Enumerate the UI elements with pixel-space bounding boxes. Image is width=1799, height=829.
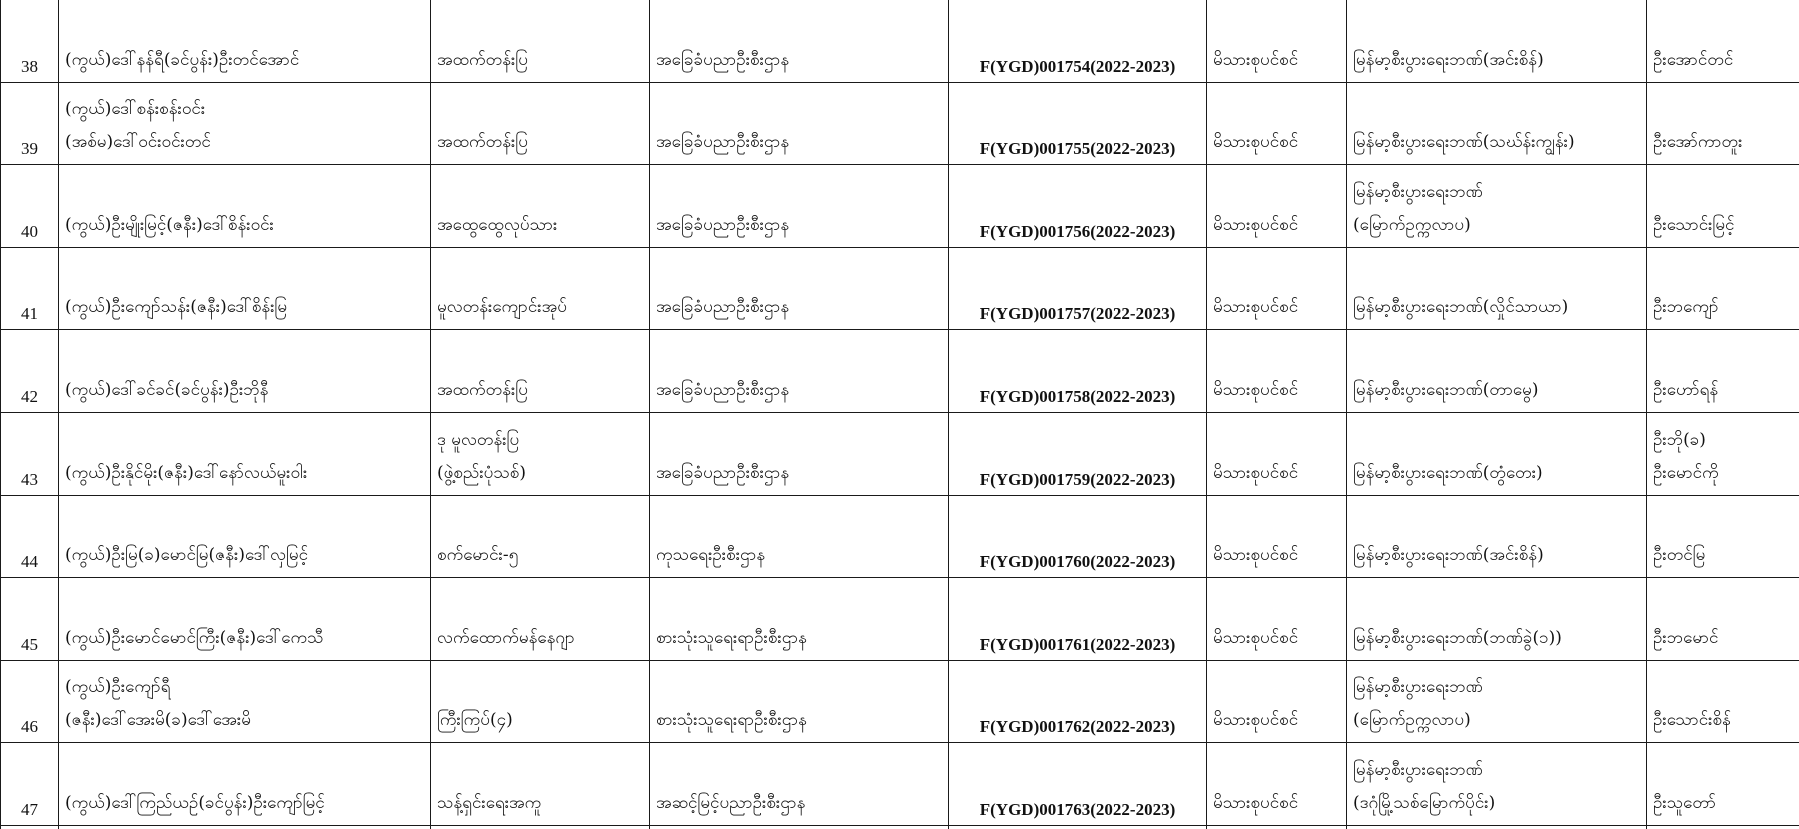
department-cell (650, 578, 949, 661)
recipient-text: ဦးအောင်တင် (1653, 49, 1734, 70)
department-cell (650, 247, 949, 330)
row-number-cell: 39 (1, 82, 59, 165)
bank-branch-text: မြန်မာ့စီးပွားရေးဘဏ်(သဃ်န်းကျွန်း) (1353, 132, 1575, 153)
pension-type-text: မိသားစုပင်စင် (1213, 49, 1299, 70)
pension-type-text: မိသားစုပင်စင် (1213, 792, 1299, 813)
department-text: စားသုံးသူရေးရာဦးစီးဌာန (656, 627, 807, 648)
row-number-cell: 44 (1, 495, 59, 578)
pension-type-cell (1207, 330, 1347, 413)
department-text: အဆင့်မြင့်ပညာဦးစီးဌာန (656, 792, 806, 813)
recipient-cell (1647, 82, 1799, 165)
row-number-cell: 46 (1, 660, 59, 743)
empty-cell (431, 825, 650, 829)
name-text: (ကွယ်)ဦးမောင်မောင်ကြီး(ဇနီး)ဒေါ်ကေသီ (65, 627, 324, 648)
name-text: (ကွယ်)ဒေါ်ခင်ခင်(ခင်ပွန်း)ဦးဘိုနီ (65, 379, 269, 400)
pension-type-text: မိသားစုပင်စင် (1213, 710, 1299, 731)
row-number-cell: 40 (1, 165, 59, 248)
table-row (1, 247, 1799, 330)
pension-type-cell (1207, 412, 1347, 495)
position-cell (431, 0, 650, 82)
name-cell (59, 578, 431, 661)
bank-branch-cell (1347, 330, 1647, 413)
pension-code-cell: F(YGD)001757(2022-2023) (949, 247, 1207, 330)
department-text: အခြေခံပညာဦးစီးဌာန (656, 462, 790, 483)
bank-branch-text: မြန်မာ့စီးပွားရေးဘဏ်(အင်းစိန်) (1353, 49, 1544, 70)
name-text: (ကွယ်)ဦးနိုင်မိုး(ဇနီး)ဒေါ်နော်လယ်မူးဝါး (65, 462, 308, 483)
department-cell (650, 82, 949, 165)
bank-branch-cell (1347, 495, 1647, 578)
table-row (1, 578, 1799, 661)
pension-code-cell: F(YGD)001754(2022-2023) (949, 0, 1207, 82)
bank-branch-text: မြန်မာ့စီးပွားရေးဘဏ်(အင်းစိန်) (1353, 545, 1544, 566)
department-text: အခြေခံပညာဦးစီးဌာန (656, 297, 790, 318)
row-number-cell: 43 (1, 412, 59, 495)
pension-type-cell (1207, 660, 1347, 743)
empty-cell (949, 825, 1207, 829)
department-cell (650, 165, 949, 248)
pension-type-text: မိသားစုပင်စင် (1213, 627, 1299, 648)
pension-type-text: မိသားစုပင်စင် (1213, 132, 1299, 153)
bank-branch-text: မြန်မာ့စီးပွားရေးဘဏ် (1353, 181, 1483, 202)
name-text: (ကွယ်)ဦးမျိုးမြင့်(ဇနီး)ဒေါ်စိန်းဝင်း (65, 214, 274, 235)
pension-type-text: မိသားစုပင်စင် (1213, 379, 1299, 400)
position-cell (431, 412, 650, 495)
recipient-text: ဦးဘို(ခ) (1653, 429, 1706, 450)
recipient-text: ဦးသောင်းစိန် (1653, 710, 1731, 731)
pension-code-cell: F(YGD)001763(2022-2023) (949, 743, 1207, 826)
recipient-cell (1647, 743, 1799, 826)
position-cell (431, 82, 650, 165)
position-text: အထက်တန်းပြ (437, 379, 528, 400)
row-number-cell: 38 (1, 0, 59, 82)
table-row (1, 165, 1799, 248)
empty-cell (650, 825, 949, 829)
position-cell (431, 743, 650, 826)
position-cell (431, 165, 650, 248)
name-cell (59, 82, 431, 165)
recipient-text: ဦးဟော်ရန် (1653, 379, 1719, 400)
table-row (1, 412, 1799, 495)
department-cell (650, 330, 949, 413)
pension-code-cell: F(YGD)001759(2022-2023) (949, 412, 1207, 495)
table-row (1, 743, 1799, 826)
pension-type-cell (1207, 247, 1347, 330)
row-number-cell: 42 (1, 330, 59, 413)
recipient-cell (1647, 330, 1799, 413)
position-text: အထက်တန်းပြ (437, 49, 528, 70)
empty-cell (1347, 825, 1647, 829)
bank-branch-cell (1347, 412, 1647, 495)
empty-cell (1, 825, 59, 829)
pension-type-text: မိသားစုပင်စင် (1213, 545, 1299, 566)
position-text: အထက်တန်းပြ (437, 132, 528, 153)
name-cell (59, 412, 431, 495)
recipient-text: ဦးဘကျော် (1653, 297, 1719, 318)
name-text: (အစ်မ)ဒေါ်ဝင်းဝင်းတင် (65, 132, 211, 153)
position-text: စက်မောင်း-၅ (437, 545, 519, 566)
department-cell (650, 495, 949, 578)
pension-code-cell: F(YGD)001758(2022-2023) (949, 330, 1207, 413)
name-text: (ကွယ်)ဒေါ်စန်းစန်းဝင်း (65, 99, 206, 120)
department-text: အခြေခံပညာဦးစီးဌာန (656, 132, 790, 153)
pension-code-cell: F(YGD)001760(2022-2023) (949, 495, 1207, 578)
name-text: (ကွယ်)ဦးကျော်ရီ (65, 677, 171, 698)
position-text: (ဖွဲ့စည်းပုံသစ်) (437, 462, 526, 483)
empty-cell (59, 825, 431, 829)
recipient-cell (1647, 578, 1799, 661)
bank-branch-cell (1347, 82, 1647, 165)
pension-type-text: မိသားစုပင်စင် (1213, 462, 1299, 483)
pension-code-cell: F(YGD)001761(2022-2023) (949, 578, 1207, 661)
recipient-text: ဦးမောင်ကို (1653, 462, 1719, 483)
position-text: လက်ထောက်မန်နေဂျာ (437, 627, 575, 648)
row-number-cell: 45 (1, 578, 59, 661)
position-text: ဒု မူလတန်းပြ (437, 429, 520, 450)
department-text: စားသုံးသူရေးရာဦးစီးဌာန (656, 710, 807, 731)
recipient-text: ဦးတင်မြ (1653, 545, 1706, 566)
position-cell (431, 578, 650, 661)
recipient-cell (1647, 495, 1799, 578)
table-row (1, 495, 1799, 578)
row-number-cell: 47 (1, 743, 59, 826)
bank-branch-text: မြန်မာ့စီးပွားရေးဘဏ်(တွံတေး) (1353, 462, 1543, 483)
recipient-text: ဦးဘမောင် (1653, 627, 1719, 648)
pension-type-cell (1207, 0, 1347, 82)
empty-cell (1647, 825, 1799, 829)
position-cell (431, 330, 650, 413)
bank-branch-text: မြန်မာ့စီးပွားရေးဘဏ် (1353, 759, 1483, 780)
name-text: (ကွယ်)ဒေါ်ကြည်ယဉ်(ခင်ပွန်း)ဦးကျော်မြင့် (65, 792, 325, 813)
pension-type-cell (1207, 165, 1347, 248)
bank-branch-cell (1347, 247, 1647, 330)
row-number-cell: 41 (1, 247, 59, 330)
name-cell (59, 660, 431, 743)
bank-branch-text: မြန်မာ့စီးပွားရေးဘဏ်(တာမွေ) (1353, 379, 1539, 400)
bank-branch-text: မြန်မာ့စီးပွားရေးဘဏ် (1353, 677, 1483, 698)
bank-branch-text: (မြောက်ဥက္ကလာပ) (1353, 214, 1471, 235)
department-text: အခြေခံပညာဦးစီးဌာန (656, 49, 790, 70)
pension-type-cell (1207, 578, 1347, 661)
position-text: အထွေထွေလုပ်သား (437, 214, 558, 235)
recipient-cell (1647, 165, 1799, 248)
bank-branch-text: (မြောက်ဥက္ကလာပ) (1353, 710, 1471, 731)
pension-type-cell (1207, 743, 1347, 826)
pension-type-text: မိသားစုပင်စင် (1213, 297, 1299, 318)
position-text: သန့်ရှင်းရေးအကူ (437, 792, 542, 813)
department-cell (650, 0, 949, 82)
pension-code-cell: F(YGD)001762(2022-2023) (949, 660, 1207, 743)
table-row (1, 82, 1799, 165)
department-cell (650, 412, 949, 495)
position-text: မူလတန်းကျောင်းအုပ် (437, 297, 567, 318)
bank-branch-cell (1347, 743, 1647, 826)
table-row (1, 330, 1799, 413)
pension-type-cell (1207, 495, 1347, 578)
name-cell (59, 165, 431, 248)
department-text: အခြေခံပညာဦးစီးဌာန (656, 379, 790, 400)
name-cell (59, 743, 431, 826)
name-text: (ကွယ်)ဦးကျော်သန်း(ဇနီး)ဒေါ်စိန်းမြ (65, 297, 288, 318)
bank-branch-text: မြန်မာ့စီးပွားရေးဘဏ်(လှိုင်သာယာ) (1353, 297, 1569, 318)
recipient-text: ဦးသူတော် (1653, 792, 1716, 813)
pension-type-cell (1207, 82, 1347, 165)
position-cell (431, 660, 650, 743)
pension-code-cell: F(YGD)001756(2022-2023) (949, 165, 1207, 248)
department-cell (650, 743, 949, 826)
position-cell (431, 247, 650, 330)
position-cell (431, 495, 650, 578)
recipient-cell (1647, 412, 1799, 495)
bank-branch-cell (1347, 660, 1647, 743)
department-text: ကုသရေးဦးစီးဌာန (656, 545, 766, 566)
name-text: (ဇနီး)ဒေါ်အေးမိ(ခ)ဒေါ်အေးမိ (65, 710, 251, 731)
pension-type-text: မိသားစုပင်စင် (1213, 214, 1299, 235)
position-text: ကြီးကြပ်(၄) (437, 710, 513, 731)
name-cell (59, 330, 431, 413)
table-body (1, 0, 1799, 829)
department-text: အခြေခံပညာဦးစီးဌာန (656, 214, 790, 235)
table-row-partial (1, 825, 1799, 829)
name-cell (59, 0, 431, 82)
department-cell (650, 660, 949, 743)
table-row (1, 0, 1799, 82)
recipient-cell (1647, 0, 1799, 82)
bank-branch-cell (1347, 0, 1647, 82)
table-row (1, 660, 1799, 743)
recipient-cell (1647, 247, 1799, 330)
empty-cell (1207, 825, 1347, 829)
name-text: (ကွယ်)ဦးမြ(ခ)မောင်မြ(ဇနီး)ဒေါ်လှမြင့် (65, 545, 308, 566)
name-text: (ကွယ်)ဒေါ်နန်ရီ(ခင်ပွန်း)ဦးတင်အောင် (65, 49, 300, 70)
pension-code-cell: F(YGD)001755(2022-2023) (949, 82, 1207, 165)
bank-branch-cell (1347, 578, 1647, 661)
recipient-text: ဦးအော်ကာတူး (1653, 132, 1743, 153)
bank-branch-text: မြန်မာ့စီးပွားရေးဘဏ်(ဘဏ်ခွဲ(၁)) (1353, 627, 1562, 648)
bank-branch-cell (1347, 165, 1647, 248)
bank-branch-text: (ဒဂုံမြို့သစ်မြောက်ပိုင်း) (1353, 792, 1496, 813)
name-cell (59, 495, 431, 578)
recipient-cell (1647, 660, 1799, 743)
name-cell (59, 247, 431, 330)
recipient-text: ဦးသောင်းမြင့် (1653, 214, 1735, 235)
